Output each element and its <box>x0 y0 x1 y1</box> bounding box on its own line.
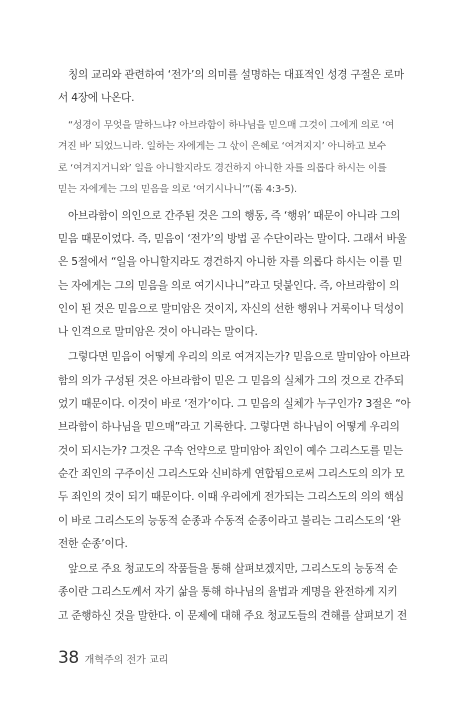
text-line: 것이 되시는가? 그것은 구속 언약으로 말미암아 죄인이 예수 그리스도를 믿는 <box>58 444 403 457</box>
text-line: 는 자에게는 그의 믿음을 의로 여기시나니”라고 덧붙인다. 즉, 아브라함이 의 <box>58 279 400 292</box>
running-title: 개혁주의 전가 교리 <box>84 655 169 666</box>
text-line: 그렇다면 믿음이 어떻게 우리의 의로 여겨지는가? 믿음으로 말미암아 아브라 <box>68 351 410 364</box>
text-line: 고 준행하신 것을 말한다. 이 문제에 대해 주요 청교도들의 견해를 살펴보기 전 <box>58 609 408 622</box>
text-line: 믿는 자에게는 그의 믿음을 의로 ‘여기시나니’”(롬 4:3-5). <box>58 184 297 196</box>
text-line: 서 4장에 나온다. <box>58 92 135 105</box>
text-line: 종이란 그리스도께서 자기 삶을 통해 하나님의 율법과 계명을 완전하게 지키 <box>58 586 398 599</box>
text-line: 순간 죄인의 구주이신 그리스도와 신비하게 연합됨으로써 그리스도의 의가 모 <box>58 467 405 480</box>
text-line: 앞으로 주요 청교도의 작품들을 통해 살펴보겠지만, 그리스도의 능동적 순 <box>68 563 398 576</box>
text-line: 두 죄인의 것이 되기 때문이다. 이때 우리에게 전가되는 그리스도의 의의 핵심 <box>58 491 404 504</box>
text-line: 브라함이 하나님을 믿으매”라고 기록한다. 그렇다면 하나님이 어떻게 우리의 <box>58 421 400 434</box>
text-line: 로 ‘여겨지거니와’ 일을 아니할지라도 경건하지 아니한 자를 의롭다 하시는 이를 <box>58 162 387 174</box>
text-line: 은 5절에서 “일을 아니할지라도 경건하지 아니한 자를 의롭다 하시는 이를 믿 <box>58 256 403 269</box>
text-line: 겨진 바’ 되었느니라. 일하는 자에게는 그 삯이 은혜로 ‘여겨지지’ 아니하고 보수 <box>58 141 386 153</box>
page-footer <box>58 648 168 668</box>
page-number: 38 <box>58 648 79 668</box>
text-line: 인이 된 것은 믿음으로 말미암은 것이지, 자신의 선한 행위나 거룩이나 덕성이 <box>58 302 404 315</box>
text-line: 이 바로 그리스도의 능동적 순종과 수동적 순종이라고 불리는 그리스도의 ‘완 <box>58 514 401 527</box>
text-line: 아브라함이 의인으로 간주된 것은 그의 행동, 즉 ‘행위’ 때문이 아니라 그의 <box>68 209 401 222</box>
text-line: “성경이 무엇을 말하느냐? 아브라함이 하나님을 믿으매 그것이 그에게 의로 ‘여 <box>68 119 395 131</box>
text-line: 함의 의가 구성된 것은 아브라함이 믿은 그 믿음의 실체가 그의 것으로 간주되 <box>58 374 404 387</box>
text-line: 전한 순종’이다. <box>58 537 128 550</box>
text-line: 믿음 때문이었다. 즉, 믿음이 ‘전가’의 방법 곧 수단이라는 말이다. 그래서 바울 <box>58 232 407 245</box>
text-line: 칭의 교리와 관련하여 ‘전가’의 의미를 설명하는 대표적인 성경 구절은 로마 <box>68 69 404 81</box>
text-line: 나 인격으로 말미암은 것이 아니라는 말이다. <box>58 326 258 339</box>
text-line: 었기 때문이다. 이것이 바로 ‘전가’이다. 그 믿음의 실체가 누구인가? 3절은 “아 <box>58 398 411 410</box>
